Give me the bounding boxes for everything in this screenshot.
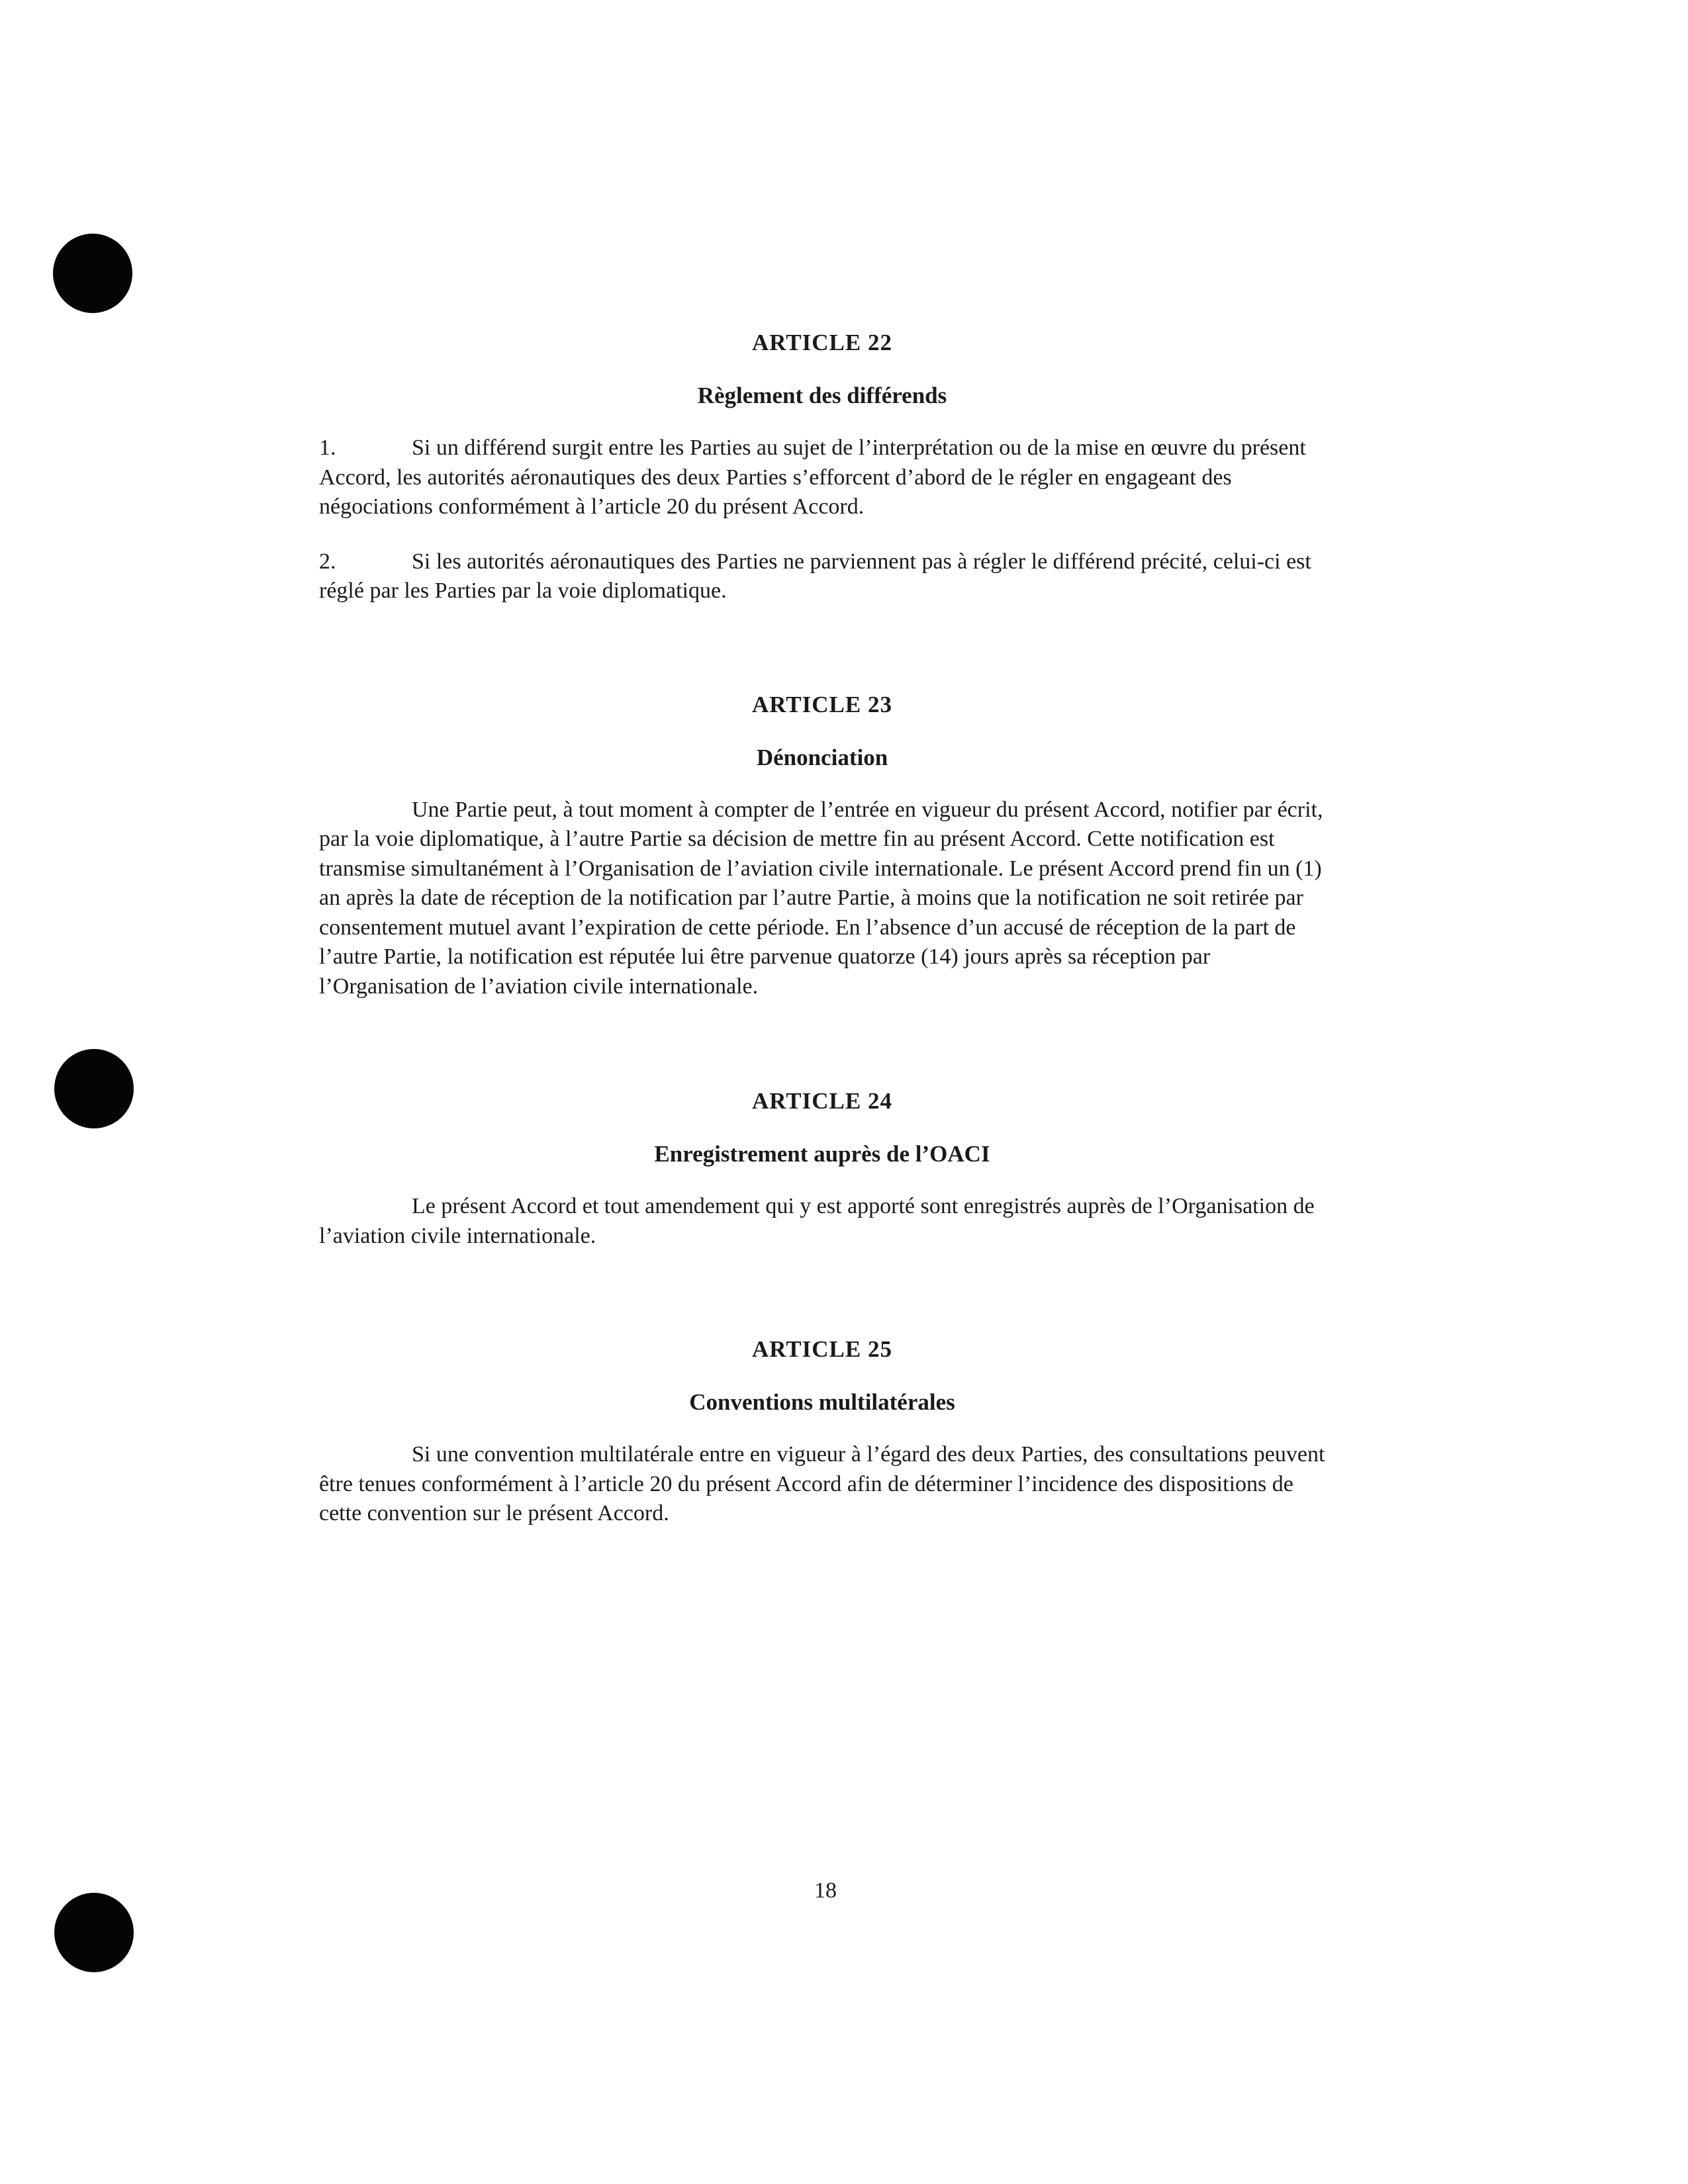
article-number: ARTICLE 22 (751, 330, 892, 355)
article-title: Règlement des différends (697, 383, 947, 408)
article-25 (319, 1334, 1325, 1529)
paragraph-number: 2. (319, 549, 336, 574)
paragraph-number: 1. (319, 435, 336, 460)
article-24 (319, 1086, 1325, 1251)
numbered-paragraph (319, 547, 1325, 606)
punch-hole-top (53, 234, 132, 313)
article-title: Enregistrement auprès de l’OACI (654, 1141, 990, 1167)
article-title: Conventions multilatérales (689, 1389, 955, 1415)
article-number: ARTICLE 25 (751, 1336, 892, 1362)
paragraph-text: Si un différend surgit entre les Parties au sujet de l’interprétation ou de la mise en œuvre du présent Accord, les autorités aéronautiques des deux Parties s’efforcent d’abord de le régler en engageant des négociations conformément à l’article 20 du présent Accord. (319, 435, 1306, 519)
paragraph-text: Le présent Accord et tout amendement qui y est apporté sont enregistrés auprès de l’Organisation de l’aviation civile internationale. (319, 1194, 1315, 1248)
article-number: ARTICLE 24 (751, 1088, 892, 1114)
article-number: ARTICLE 23 (751, 691, 892, 717)
numbered-paragraph (319, 433, 1325, 522)
punch-hole-middle (54, 1049, 134, 1128)
article-title: Dénonciation (756, 744, 888, 770)
page-content (319, 328, 1325, 1554)
article-22 (319, 328, 1325, 606)
paragraph-text: Si les autorités aéronautiques des Parties ne parviennent pas à régler le différend précité, celui-ci est réglé par les Parties par la voie diplomatique. (319, 549, 1311, 603)
page-number: 18 (814, 1878, 837, 1903)
page-number-container (0, 1878, 1688, 1903)
article-23 (319, 690, 1325, 1002)
punch-hole-bottom (54, 1893, 134, 1972)
paragraph-text: Une Partie peut, à tout moment à compter de l’entrée en vigueur du présent Accord, notifier par écrit, par la voie diplomatique, à l’autre Partie sa décision de mettre fin au présent Accord. Cette notification est transmise simultanément à l’Organisation de l’aviation civile internationale. Le présent Accord prend fin un (1) an après la date de réception de la notification par l’autre Partie, à moins que la notification ne soit retirée par consentement mutuel avant l’expiration de cette période. En l’absence d’un accusé de réception de la part de l’autre Partie, la notification est réputée lui être parvenue quatorze (14) jours après sa réception par l’Organisation de l’aviation civile internationale. (319, 797, 1323, 999)
paragraph-text: Si une convention multilatérale entre en vigueur à l’égard des deux Parties, des consultations peuvent être tenues conformément à l’article 20 du présent Accord afin de déterminer l’incidence des dispositions de cette convention sur le présent Accord. (319, 1442, 1325, 1525)
